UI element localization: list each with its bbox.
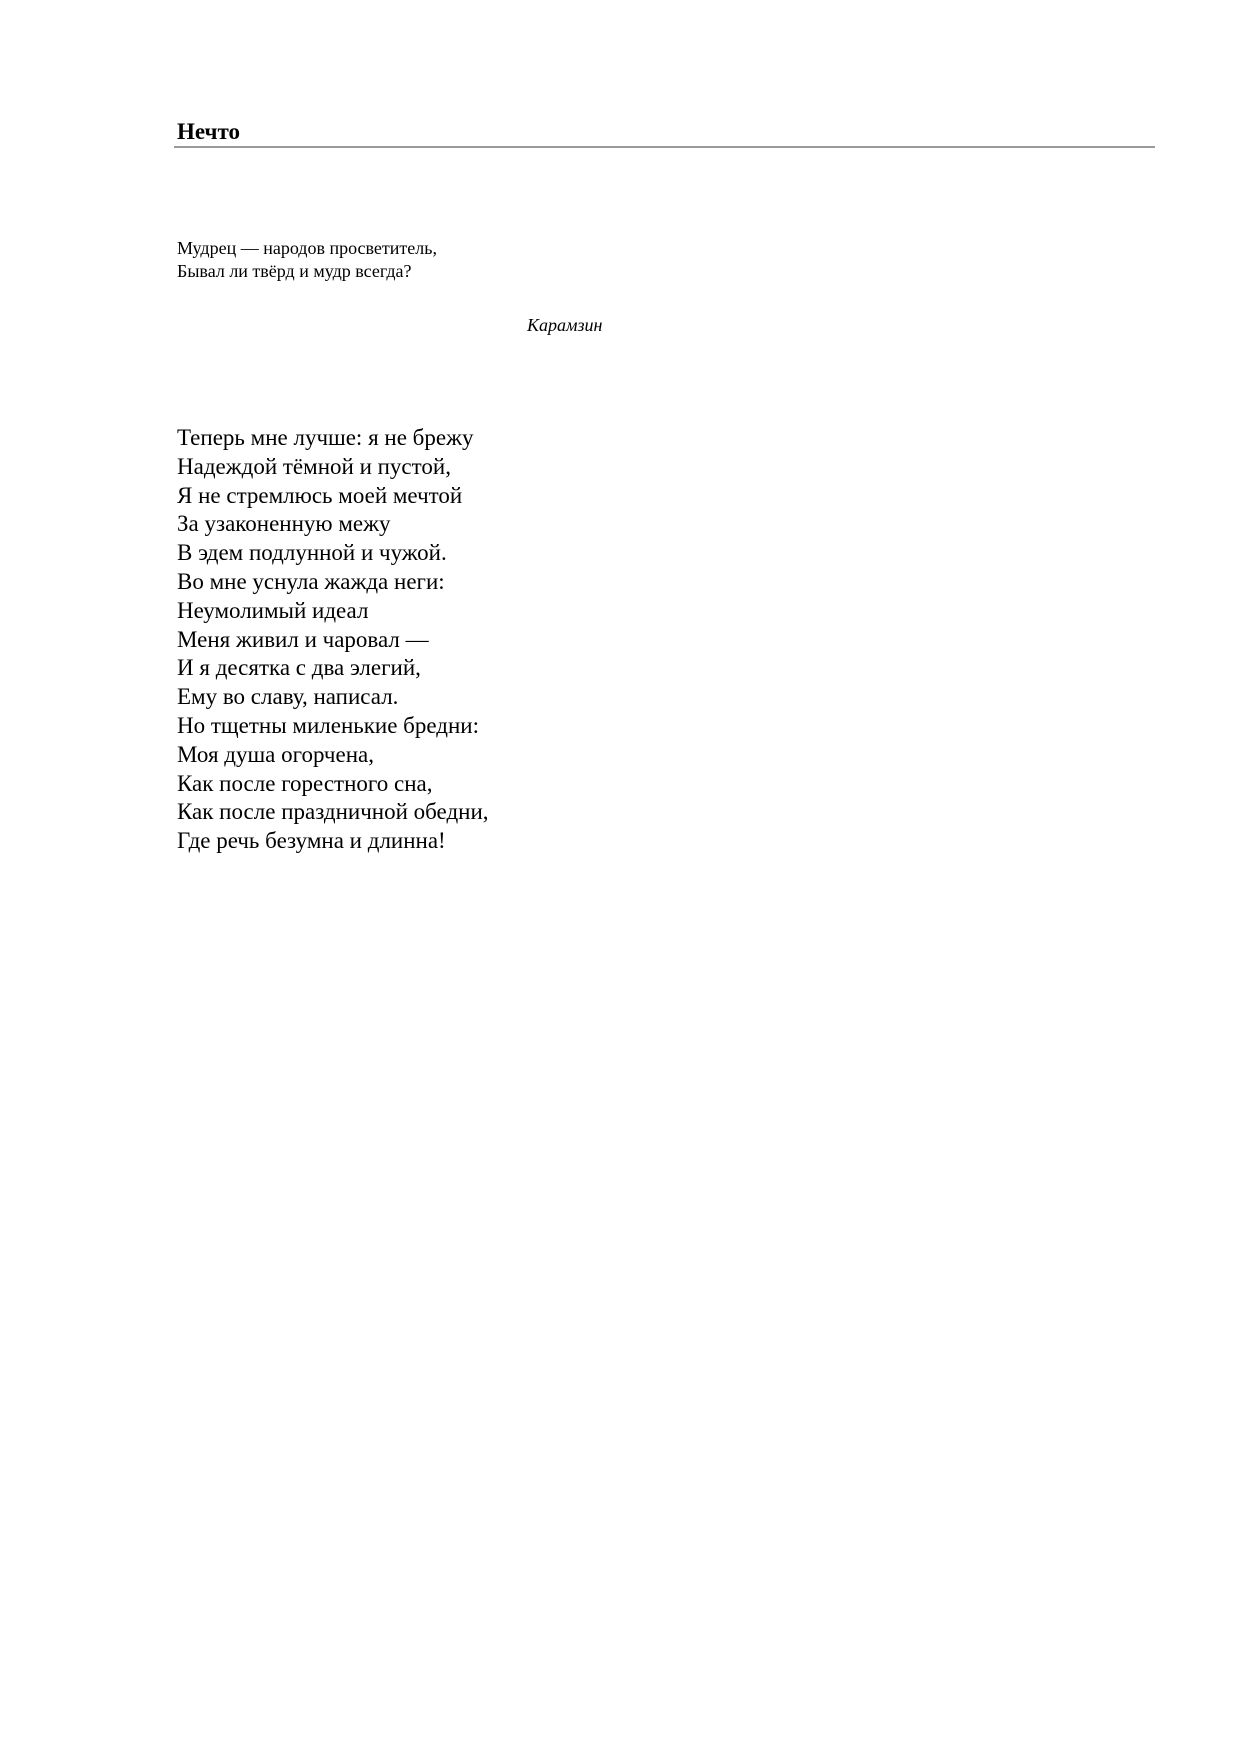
poem-line: Как после праздничной обедни,	[177, 799, 489, 825]
poem-line: Как после горестного сна,	[177, 770, 433, 796]
epigraph-line: Мудрец — народов просветитель,	[177, 238, 437, 258]
poem-line: Теперь мне лучше: я не брежу	[177, 425, 474, 450]
poem-line: Моя душа огорчена,	[177, 741, 374, 767]
poem-line: В эдем подлунной и чужой.	[177, 540, 447, 566]
poem-line: Но тщетны миленькие бредни:	[177, 712, 479, 738]
poem-line: Где речь безумна и длинна!	[177, 828, 446, 854]
poem-line: Неумолимый идеал	[177, 597, 369, 623]
page-title: Нечто	[177, 119, 240, 144]
epigraph-author: Карамзин	[527, 315, 603, 335]
poem-body	[177, 424, 489, 856]
epigraph-line: Бывал ли твёрд и мудр всегда?	[177, 261, 412, 281]
title-divider	[174, 146, 1155, 148]
poem-line: И я десятка с два элегий,	[177, 655, 421, 681]
poem-line: За узаконенную межу	[177, 511, 391, 537]
poem-line: Ему во славу, написал.	[177, 684, 399, 710]
poem-line: Во мне уснула жажда неги:	[177, 568, 445, 594]
poem-line: Меня живил и чаровал —	[177, 626, 429, 652]
epigraph	[177, 237, 437, 283]
poem-line: Надеждой тёмной и пустой,	[177, 453, 451, 479]
poem-line: Я не стремлюсь моей мечтой	[177, 482, 463, 508]
